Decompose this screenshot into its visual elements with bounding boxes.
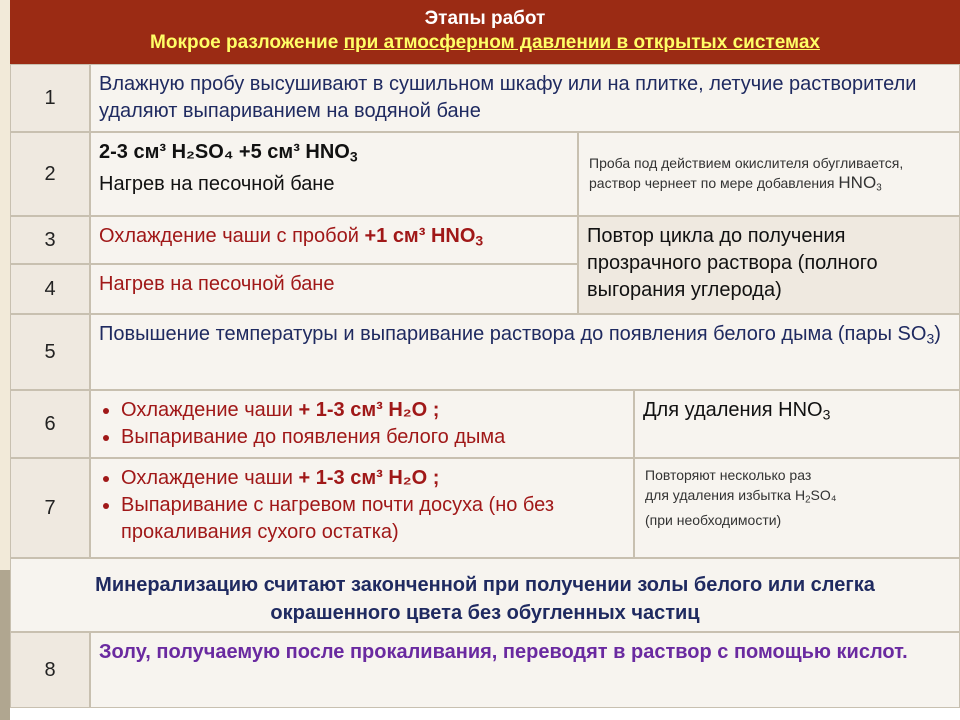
row-6-bullet-2: • Выпаривание до появления белого дыма	[121, 424, 625, 451]
row-number-2: 2	[10, 132, 90, 216]
row-1-text: Влажную пробу высушивают в сушильном шкафу или на плитке, летучие растворители удаляют выпариванием на водяной бане	[90, 64, 960, 132]
table-header	[10, 0, 960, 64]
row-7-bullet-1: • Охлаждение чаши + 1-3 см³ H₂O ;	[121, 465, 625, 492]
row-number-3: 3	[10, 216, 90, 264]
row-number-7: 7	[10, 458, 90, 558]
row-6-text	[90, 390, 634, 458]
work-stages-table	[10, 0, 960, 720]
row-7-note: Повторяют несколько раз для удаления избытка $H_2SO_4$ (при необходимости)	[634, 458, 960, 558]
rows-3-4-note: Повтор цикла до получения прозрачного раствора (полного выгорания углерода)	[578, 216, 960, 314]
row-6-note: Для удаления $HNO_3$	[634, 390, 960, 458]
row-6-bullet-1: • Охлаждение чаши + 1-3 см³ H₂O ;	[121, 397, 625, 424]
row-number-1: 1	[10, 64, 90, 132]
row-number-6: 6	[10, 390, 90, 458]
row-2-note: Проба под действием окислителя обугливается, раствор чернеет по мере добавления $HNO_3$	[578, 132, 960, 216]
header-title: Этапы работ	[424, 8, 546, 29]
row-2-text	[90, 132, 578, 216]
row-3-text: Охлаждение чаши с пробой +1 см³ $HNO_3$	[90, 216, 578, 264]
row-5-text: Повышение температуры и выпаривание раствора до появления белого дыма (пары $SO_3$)	[90, 314, 960, 390]
row-4-text: Нагрев на песочной бане	[90, 264, 578, 314]
mineralization-note: Минерализацию считают законченной при получении золы белого или слегка окрашенного цвета без обугленных частиц	[10, 558, 960, 632]
bottom-margin	[10, 708, 960, 720]
row-7-bullet-2: • Выпаривание с нагревом почти досуха (но без прокаливания сухого остатка)	[121, 492, 625, 546]
left-decor-pattern	[0, 570, 10, 720]
header-subtitle: Мокрое разложение при атмосферном давлении в открытых системах	[150, 32, 820, 53]
row-7-text	[90, 458, 634, 558]
row-8-text: Золу, получаемую после прокаливания, переводят в раствор с помощью кислот.	[90, 632, 960, 708]
row-2-reagents: 2-3 см³ H₂SO₄ +5 см³ $HNO_3$	[99, 141, 358, 165]
row-number-5: 5	[10, 314, 90, 390]
row-number-8: 8	[10, 632, 90, 708]
row-2-heating: Нагрев на песочной бане	[99, 172, 335, 195]
row-number-4: 4	[10, 264, 90, 314]
